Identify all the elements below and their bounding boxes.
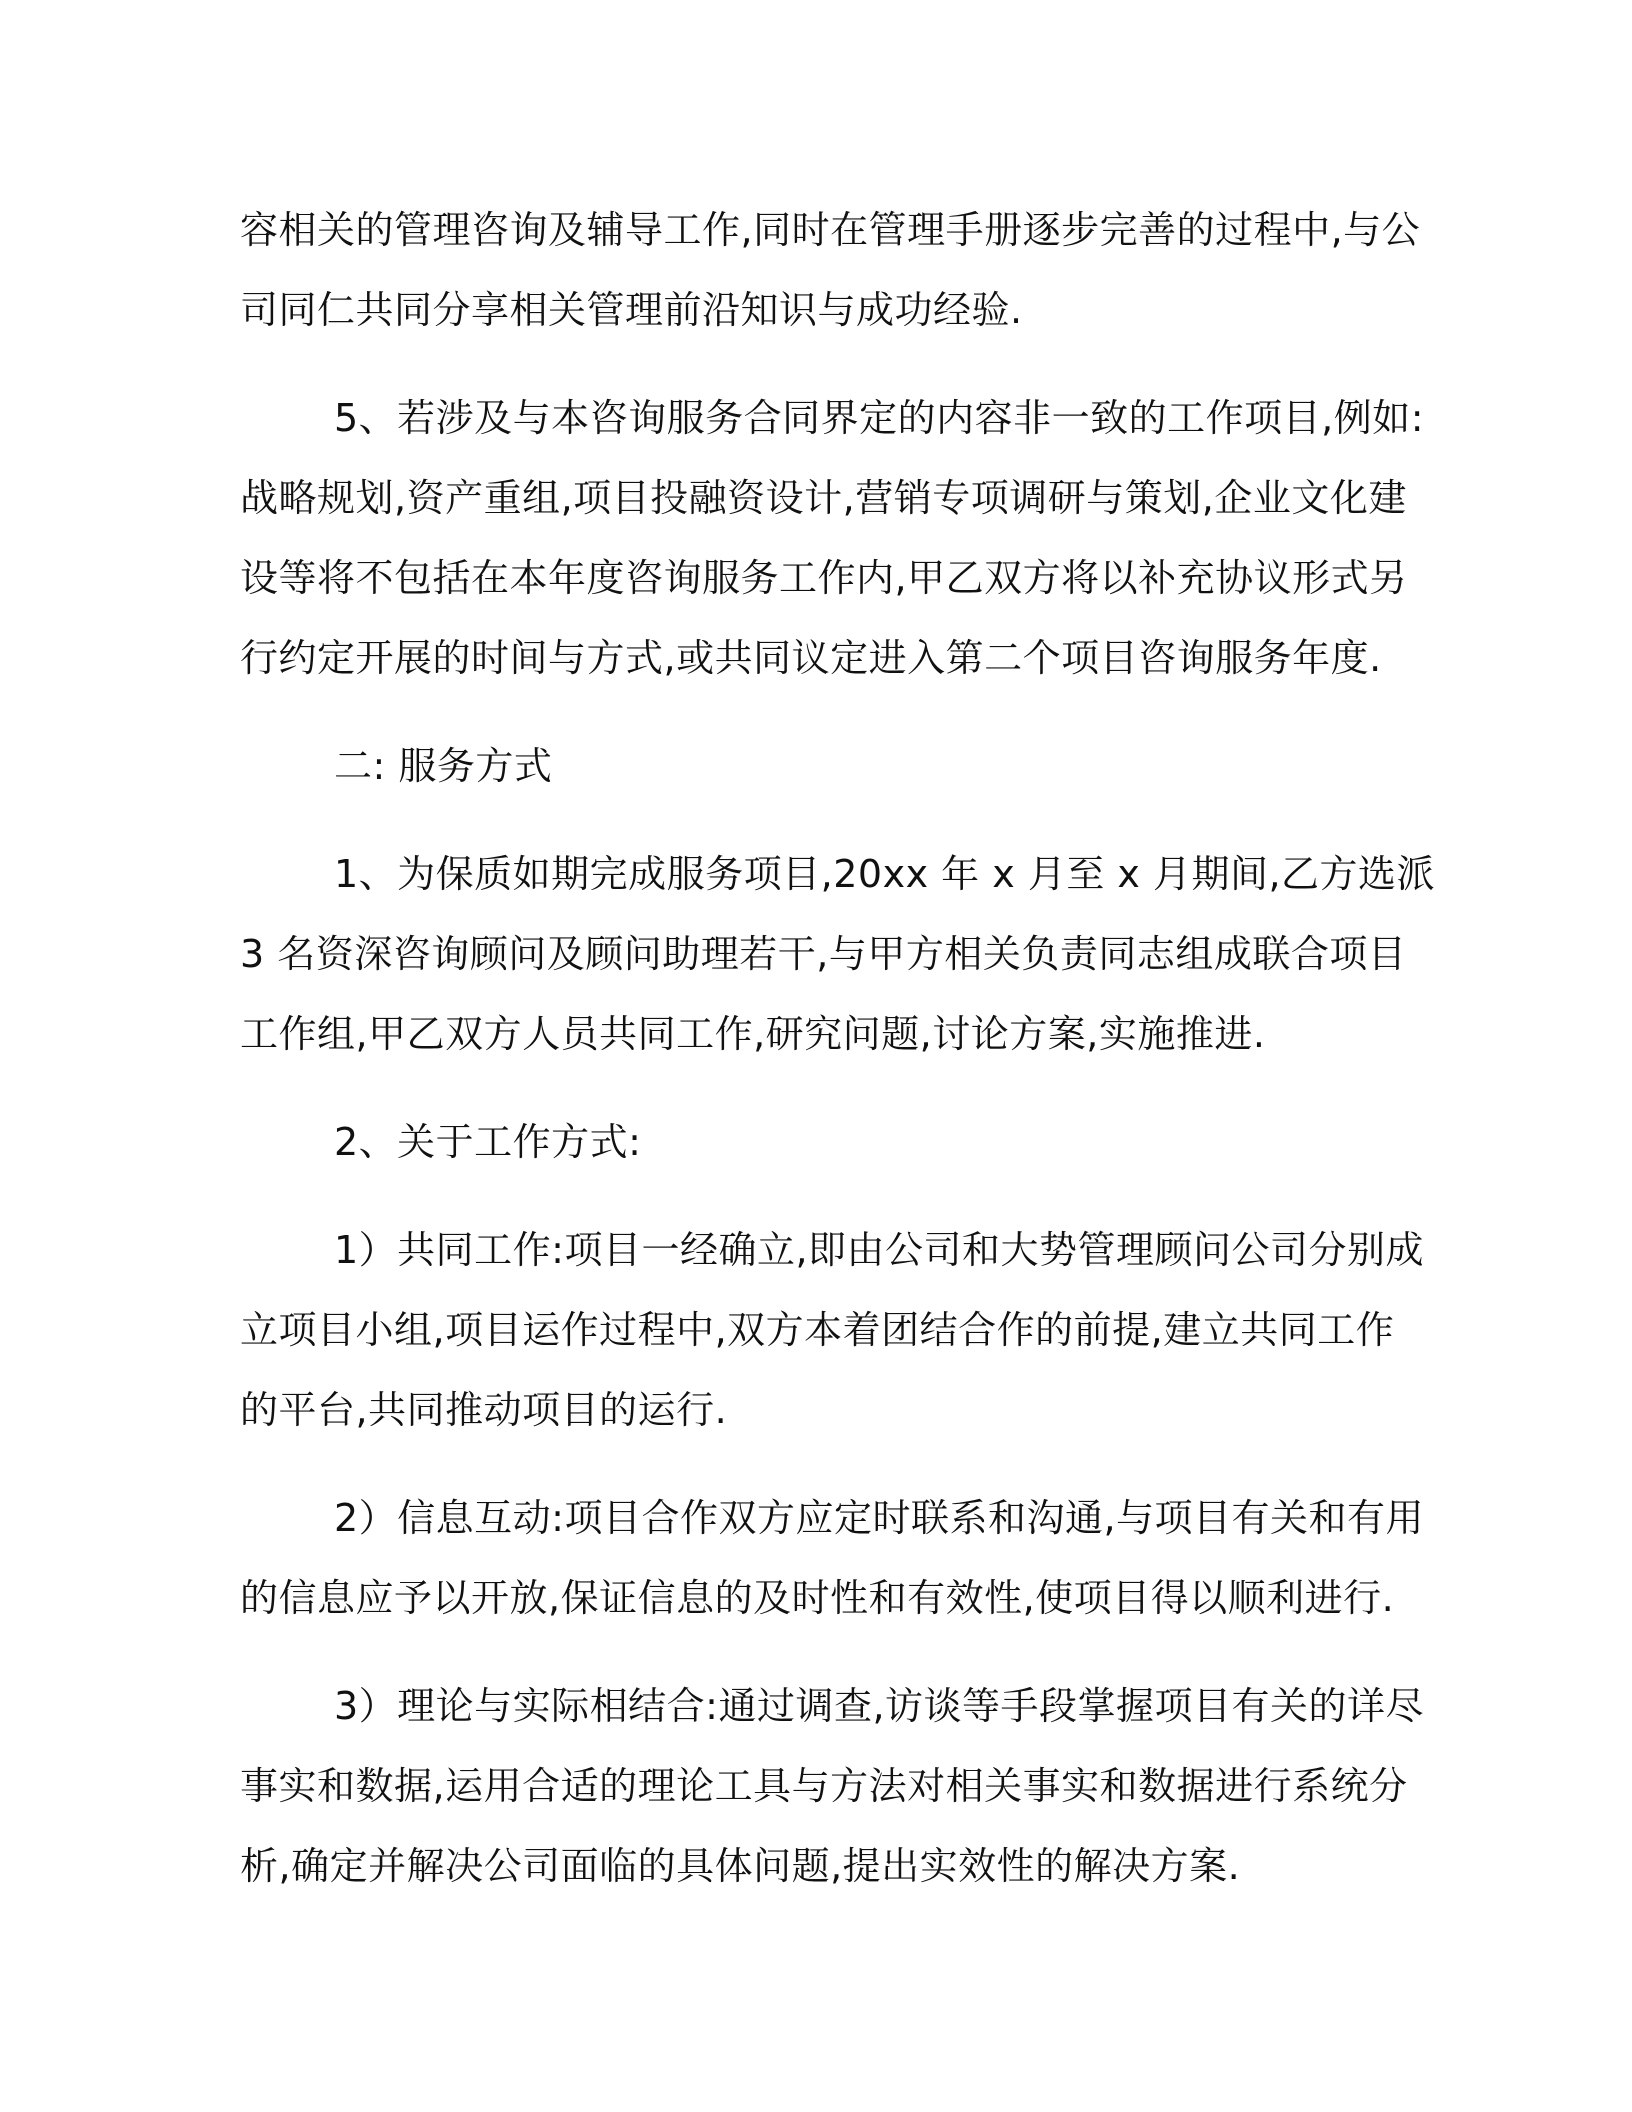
paragraph-item-1 [240,834,1436,1074]
heading-line: 二: 服务方式 [334,744,553,788]
text-line: 2、关于工作方式: [334,1120,642,1164]
text-line: 设等将不包括在本年度咨询服务工作内,甲乙双方将以补充协议形式另 [240,556,1408,600]
text-line: 1）共同工作:项目一经确立,即由公司和大势管理顾问公司分别成 [334,1228,1425,1272]
paragraph-item-2 [240,1102,1380,1182]
section-heading [240,726,1380,806]
text-line: 5、若涉及与本咨询服务合同界定的内容非一致的工作项目,例如: [334,396,1425,440]
text-line: 1、为保质如期完成服务项目,20xx 年 x 月至 x 月期间,乙方选派 [334,852,1436,896]
paragraph-subitem-2 [240,1478,1425,1638]
document-page [240,190,1436,1906]
paragraph-continuation [240,190,1421,350]
text-line: 行约定开展的时间与方式,或共同议定进入第二个项目咨询服务年度. [240,636,1382,680]
text-line: 的平台,共同推动项目的运行. [240,1388,728,1432]
text-line: 事实和数据,运用合适的理论工具与方法对相关事实和数据进行系统分 [240,1764,1408,1808]
text-line: 战略规划,资产重组,项目投融资设计,营销专项调研与策划,企业文化建 [240,476,1407,520]
paragraph-item-5 [240,378,1425,698]
text-line: 3 名资深咨询顾问及顾问助理若干,与甲方相关负责同志组成联合项目 [240,932,1407,976]
text-line: 3）理论与实际相结合:通过调查,访谈等手段掌握项目有关的详尽 [334,1684,1425,1728]
paragraph-subitem-1 [240,1210,1425,1450]
text-line: 的信息应予以开放,保证信息的及时性和有效性,使项目得以顺利进行. [240,1576,1395,1620]
text-line: 容相关的管理咨询及辅导工作,同时在管理手册逐步完善的过程中,与公 [240,208,1421,252]
text-line: 析,确定并解决公司面临的具体问题,提出实效性的解决方案. [240,1844,1241,1888]
paragraph-subitem-3 [240,1666,1425,1906]
text-line: 工作组,甲乙双方人员共同工作,研究问题,讨论方案,实施推进. [240,1012,1266,1056]
text-line: 司同仁共同分享相关管理前沿知识与成功经验. [240,288,1023,332]
text-line: 立项目小组,项目运作过程中,双方本着团结合作的前提,建立共同工作 [240,1308,1395,1352]
text-line: 2）信息互动:项目合作双方应定时联系和沟通,与项目有关和有用 [334,1496,1425,1540]
